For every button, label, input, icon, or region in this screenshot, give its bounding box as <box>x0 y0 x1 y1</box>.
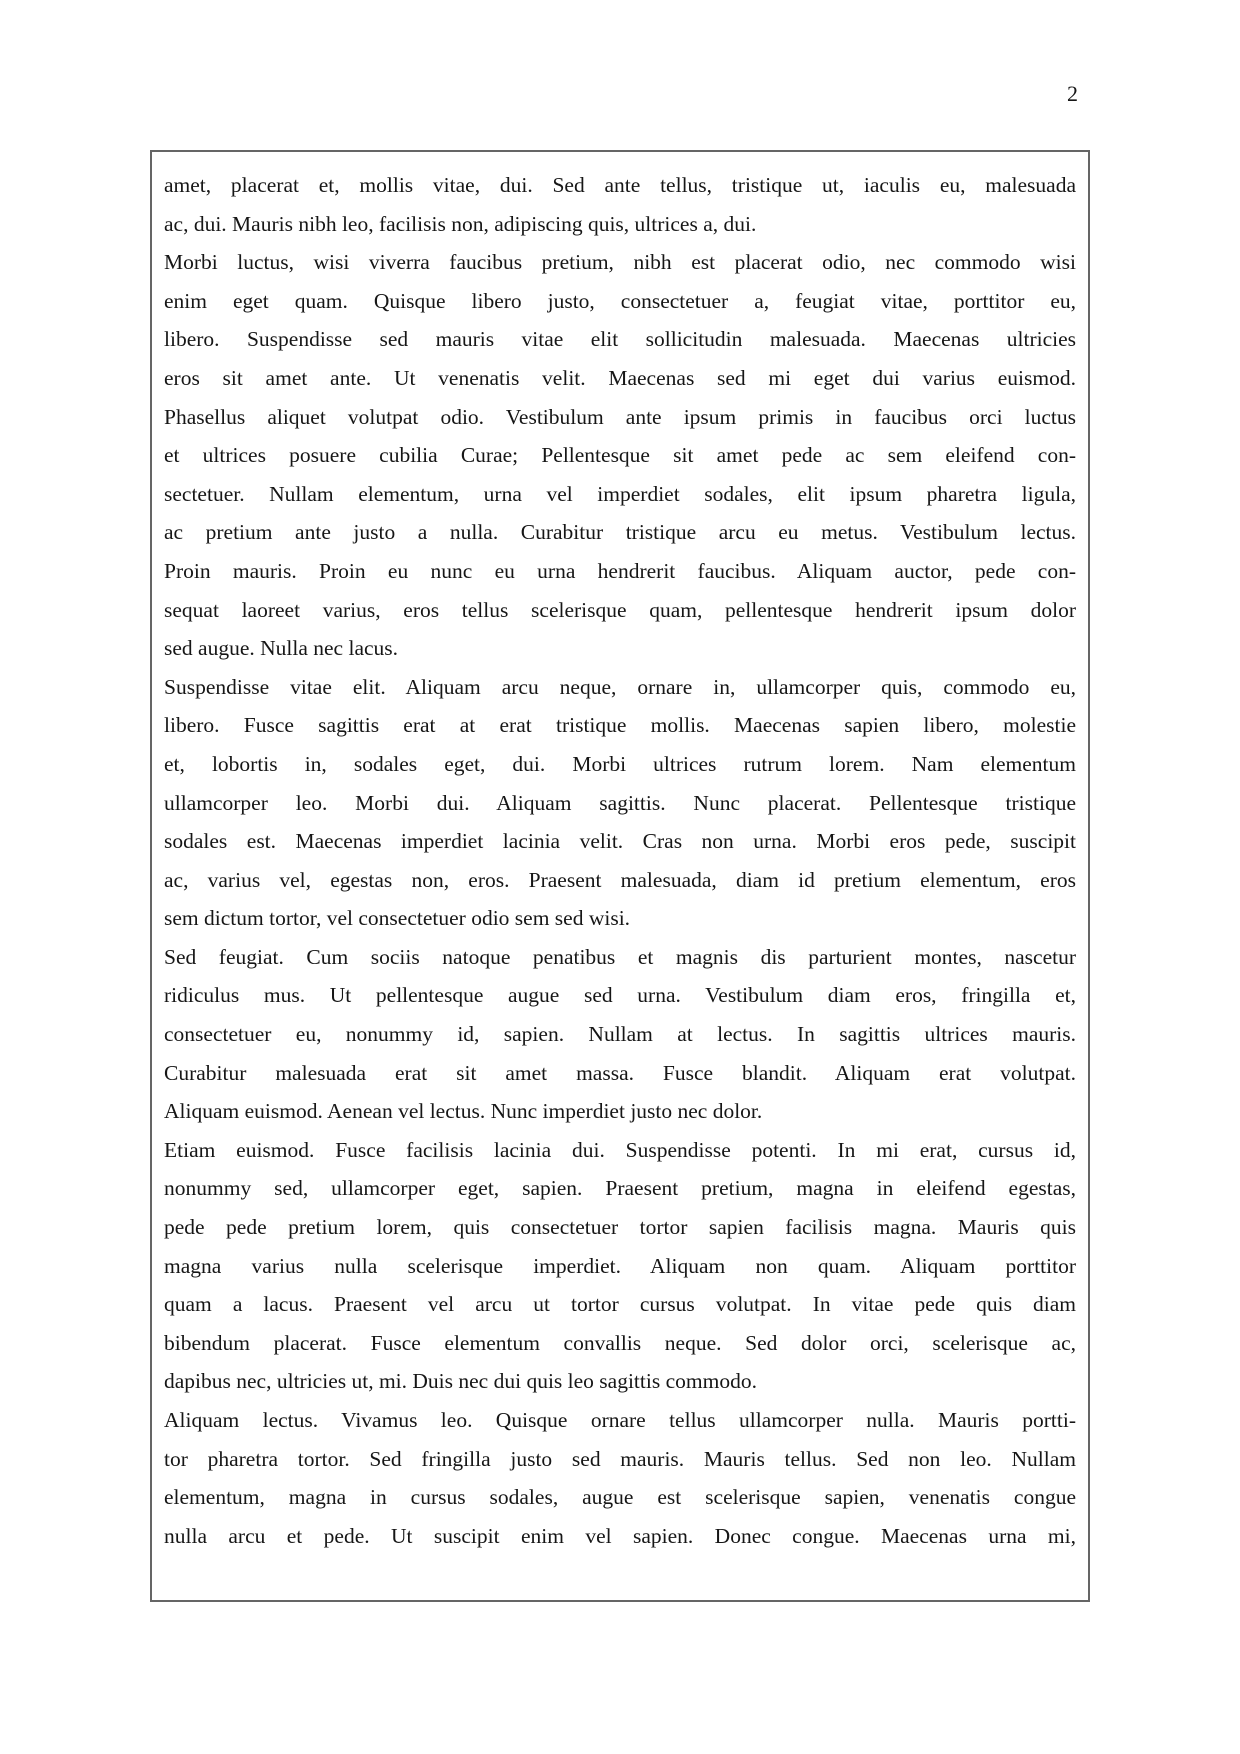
text-line: Phasellus aliquet volutpat odio. Vestibulum ante ipsum primis in faucibus orci luctus <box>164 404 1076 429</box>
text-line: sem dictum tortor, vel consectetuer odio sem sed wisi. <box>164 906 631 931</box>
paragraph <box>164 1401 1076 1555</box>
text-line: Sed feugiat. Cum sociis natoque penatibus et magnis dis parturient montes, nascetur <box>164 944 1076 969</box>
text-line: ridiculus mus. Ut pellentesque augue sed urna. Vestibulum diam eros, fringilla et, <box>164 983 1076 1008</box>
text-line: consectetuer eu, nonummy id, sapien. Nullam at lectus. In sagittis ultrices mauris. <box>164 1022 1076 1047</box>
text-line: ac, dui. Mauris nibh leo, facilisis non, adipiscing quis, ultrices a, dui. <box>164 211 757 236</box>
text-line: ac pretium ante justo a nulla. Curabitur tristique arcu eu metus. Vestibulum lectus. <box>164 520 1076 545</box>
text-line: Aliquam euismod. Aenean vel lectus. Nunc imperdiet justo nec dolor. <box>164 1099 763 1124</box>
body-text <box>164 166 1076 1555</box>
text-line: ullamcorper leo. Morbi dui. Aliquam sagittis. Nunc placerat. Pellentesque tristique <box>164 790 1076 815</box>
text-line: quam a lacus. Praesent vel arcu ut tortor cursus volutpat. In vitae pede quis diam <box>164 1292 1076 1317</box>
text-line: tor pharetra tortor. Sed fringilla justo sed mauris. Mauris tellus. Sed non leo. Nullam <box>164 1446 1076 1471</box>
text-line: pede pede pretium lorem, quis consectetuer tortor sapien facilisis magna. Mauris quis <box>164 1215 1076 1240</box>
text-line: dapibus nec, ultricies ut, mi. Duis nec dui quis leo sagittis commodo. <box>164 1369 757 1394</box>
page-number: 2 <box>1067 81 1078 106</box>
text-line: Etiam euismod. Fusce facilisis lacinia dui. Suspendisse potenti. In mi erat, cursus id, <box>164 1137 1076 1162</box>
text-line: sed augue. Nulla nec lacus. <box>164 636 399 661</box>
text-line: sodales est. Maecenas imperdiet lacinia velit. Cras non urna. Morbi eros pede, suscipit <box>164 829 1076 854</box>
framed-text-box <box>150 150 1090 1602</box>
text-line: libero. Fusce sagittis erat at erat tristique mollis. Maecenas sapien libero, molestie <box>164 713 1076 738</box>
text-line: amet, placerat et, mollis vitae, dui. Sed ante tellus, tristique ut, iaculis eu, malesuada <box>164 173 1076 197</box>
text-line: eros sit amet ante. Ut venenatis velit. Maecenas sed mi eget dui varius euismod. <box>164 365 1076 390</box>
paragraph <box>164 166 1076 243</box>
text-line: nulla arcu et pede. Ut suscipit enim vel sapien. Donec congue. Maecenas urna mi, <box>164 1523 1076 1548</box>
text-line: bibendum placerat. Fusce elementum convallis neque. Sed dolor orci, scelerisque ac, <box>164 1330 1076 1355</box>
text-line: Aliquam lectus. Vivamus leo. Quisque ornare tellus ullamcorper nulla. Mauris portti- <box>164 1408 1076 1432</box>
text-line: libero. Suspendisse sed mauris vitae elit sollicitudin malesuada. Maecenas ultricies <box>164 327 1076 352</box>
text-line: sectetuer. Nullam elementum, urna vel imperdiet sodales, elit ipsum pharetra ligula, <box>164 481 1076 506</box>
text-line: et ultrices posuere cubilia Curae; Pellentesque sit amet pede ac sem eleifend con- <box>164 443 1076 468</box>
text-line: Morbi luctus, wisi viverra faucibus pretium, nibh est placerat odio, nec commodo wisi <box>164 250 1076 275</box>
text-line: enim eget quam. Quisque libero justo, consectetuer a, feugiat vitae, porttitor eu, <box>164 288 1076 313</box>
paragraph <box>164 243 1076 668</box>
text-line: Proin mauris. Proin eu nunc eu urna hendrerit faucibus. Aliquam auctor, pede con- <box>164 558 1076 583</box>
text-line: Curabitur malesuada erat sit amet massa. Fusce blandit. Aliquam erat volutpat. <box>164 1060 1076 1085</box>
text-line: et, lobortis in, sodales eget, dui. Morbi ultrices rutrum lorem. Nam elementum <box>164 751 1076 776</box>
paragraph <box>164 668 1076 938</box>
text-line: elementum, magna in cursus sodales, augue est scelerisque sapien, venenatis congue <box>164 1485 1076 1510</box>
text-line: ac, varius vel, egestas non, eros. Praesent malesuada, diam id pretium elementum, eros <box>164 867 1076 892</box>
text-line: magna varius nulla scelerisque imperdiet. Aliquam non quam. Aliquam porttitor <box>164 1253 1076 1278</box>
text-line: nonummy sed, ullamcorper eget, sapien. Praesent pretium, magna in eleifend egestas, <box>164 1176 1076 1201</box>
text-line: Suspendisse vitae elit. Aliquam arcu neque, ornare in, ullamcorper quis, commodo eu, <box>164 674 1076 699</box>
paragraph <box>164 1131 1076 1401</box>
text-line: sequat laoreet varius, eros tellus scelerisque quam, pellentesque hendrerit ipsum dolor <box>164 597 1076 622</box>
paragraph <box>164 938 1076 1131</box>
